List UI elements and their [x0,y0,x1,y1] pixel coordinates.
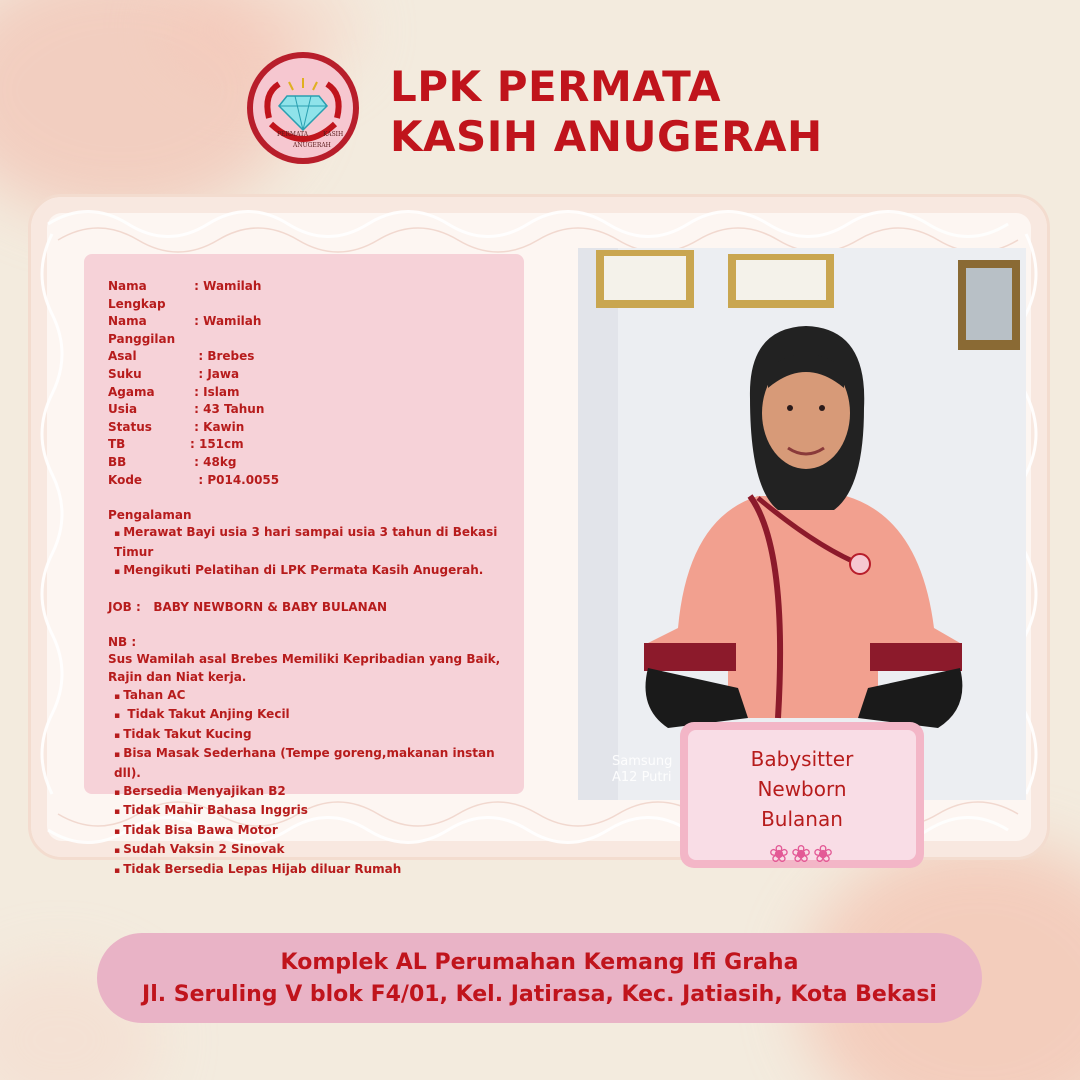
field-value: : Jawa [190,366,240,381]
logo-text-bottom: ANUGERAH [293,142,331,149]
nb-item: ▪ Tidak Takut Kucing [108,726,524,746]
profile-photo [578,248,1026,800]
profile-info-panel [84,254,524,876]
logo-text-left: PERMATA [277,131,309,138]
address-line-2: Jl. Seruling V blok F4/01, Kel. Jatirasa, Kec. Jatiasih, Kota Bekasi [142,982,937,1007]
experience-title: Pengalaman [108,507,192,522]
field-row [108,313,524,348]
field-label: BB [108,454,127,469]
field-label: Nama Lengkap [108,279,166,311]
badge-line-2: Newborn [757,777,847,801]
field-row [108,401,524,419]
field-row [108,436,524,454]
field-value: : Wamilah [190,279,262,293]
watermark-line-2: A12 Putri [612,770,672,785]
field-row [108,472,524,490]
role-badge-inner [688,730,916,868]
field-value: : 151cm [190,437,244,452]
field-row [108,348,524,366]
field-value: : Wamilah [190,314,262,329]
address-banner [97,933,982,1023]
field-label: Usia [108,402,138,417]
field-value: : Islam [190,384,240,399]
nb-item: ▪ Tidak Bisa Bawa Motor [108,822,524,842]
nb-item: ▪ Tidak Bersedia Lepas Hijab diluar Rumah [108,861,524,881]
field-label: Status [108,419,152,434]
field-row [108,278,524,313]
experience-item: ▪ Merawat Bayi usia 3 hari sampai usia 3 tahun di Bekasi Timur [108,524,524,561]
nb-item: ▪ Sudah Vaksin 2 Sinovak [108,841,524,861]
field-label: Asal [108,349,137,364]
field-row [108,454,524,472]
field-row [108,419,524,437]
field-label: Kode [108,472,143,487]
field-label: Agama [108,384,155,399]
field-row [108,366,524,384]
field-value: : Brebes [190,349,255,364]
address-line-1: Komplek AL Perumahan Kemang Ifi Graha [280,950,799,975]
brand-logo [247,52,359,164]
field-value: : Kawin [190,419,245,434]
nb-item: ▪ Tidak Mahir Bahasa Inggris [108,802,524,822]
field-label: Nama Panggilan [108,314,176,346]
field-value: : 43 Tahun [190,402,265,417]
field-row [108,384,524,402]
spacer [108,489,524,507]
job-line: JOB : BABY NEWBORN & BABY BULANAN [108,599,388,614]
logo-text-right: KASIH [323,131,344,138]
nb-item: ▪ Tahan AC [108,687,524,707]
camera-watermark [612,754,672,786]
page-title [390,62,823,162]
title-line-1: LPK PERMATA [390,62,721,111]
nb-title: NB : [108,634,137,649]
spacer [108,581,524,599]
field-value: : P014.0055 [190,472,280,487]
nb-item: ▪ Bisa Masak Sederhana (Tempe goreng,makanan instan dll). [108,745,524,782]
badge-line-3: Bulanan [761,807,843,831]
nb-item: ▪ Tidak Takut Anjing Kecil [108,706,524,726]
role-badge [680,722,924,868]
badge-line-1: Babysitter [750,747,854,771]
nb-item: ▪ Bersedia Menyajikan B2 [108,783,524,803]
person-photo-illustration [578,248,1026,800]
nb-text: Sus Wamilah asal Brebes Memiliki Kepribadian yang Baik, Rajin dan Niat kerja. [108,652,501,685]
field-label: Suku [108,366,142,381]
experience-item: ▪ Mengikuti Pelatihan di LPK Permata Kasih Anugerah. [108,562,524,582]
field-label: TB [108,437,126,452]
spacer [108,616,524,634]
watermark-line-1: Samsung [612,754,673,769]
field-value: : 48kg [190,454,237,469]
flower-icon: ❀❀❀ [768,840,836,868]
title-line-2: KASIH ANUGERAH [390,112,823,161]
